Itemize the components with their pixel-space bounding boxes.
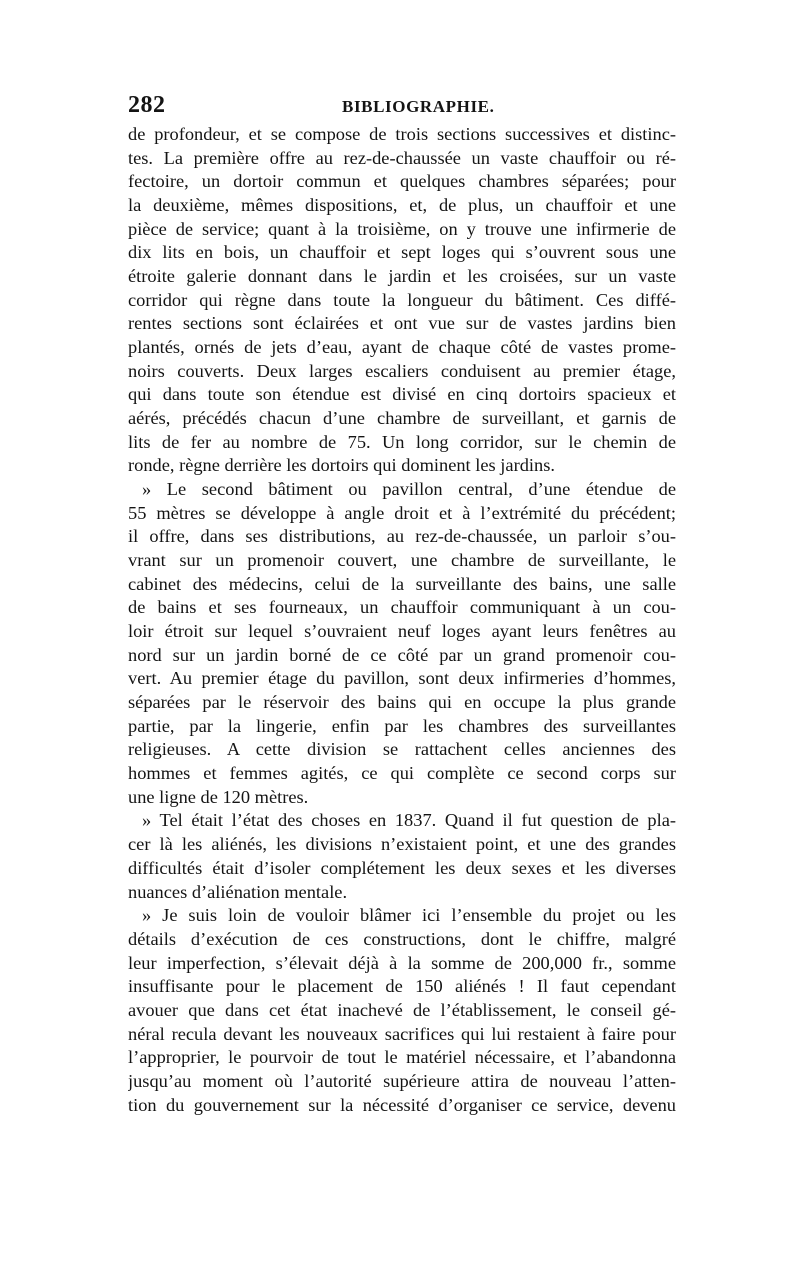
text-line: détails d’exécution de ces constructions, dont le chiffre, malgré bbox=[128, 928, 676, 949]
text-line: néral recula devant les nouveaux sacrifices qui lui restaient à faire pour bbox=[128, 1023, 676, 1044]
running-title: BIBLIOGRAPHIE. bbox=[342, 97, 495, 116]
text-line: religieuses. A cette division se rattachent celles anciennes des bbox=[128, 739, 676, 760]
text-line: jusqu’au moment où l’autorité supérieure attira de nouveau l’atten- bbox=[128, 1070, 676, 1091]
text-line: pièce de service; quant à la troisième, on y trouve une infirmerie de bbox=[128, 218, 676, 239]
text-line: avouer que dans cet état inachevé de l’établissement, le conseil gé- bbox=[128, 999, 676, 1020]
paragraph-start-line: » Je suis loin de vouloir blâmer ici l’ensemble du projet ou les bbox=[142, 905, 676, 926]
text-line: étroite galerie donnant dans le jardin et les croisées, sur un vaste bbox=[128, 266, 676, 287]
paragraph-start-line: » Tel était l’état des choses en 1837. Quand il fut question de pla- bbox=[142, 810, 676, 831]
text-line: il offre, dans ses distributions, au rez-de-chaussée, un parloir s’ou- bbox=[128, 526, 676, 547]
text-line: cer là les aliénés, les divisions n’existaient point, et une des grandes bbox=[128, 834, 676, 855]
text-line: partie, par la lingerie, enfin par les chambres des surveillantes bbox=[128, 715, 676, 736]
page-number: 282 bbox=[128, 92, 166, 118]
text-line: séparées par le réservoir des bains qui en occupe la plus grande bbox=[128, 692, 676, 713]
page-header bbox=[128, 92, 676, 122]
text-line: tion du gouvernement sur la nécessité d’organiser ce service, devenu bbox=[128, 1094, 676, 1115]
text-line: 55 mètres se développe à angle droit et à l’extrémité du précédent; bbox=[128, 502, 676, 523]
text-line: de profondeur, et se compose de trois sections successives et distinc- bbox=[128, 124, 676, 144]
text-line: aérés, précédés chacun d’une chambre de surveillant, et garnis de bbox=[128, 408, 676, 429]
text-line: insuffisante pour le placement de 150 aliénés ! Il faut cependant bbox=[128, 976, 676, 997]
text-line: nuances d’aliénation mentale. bbox=[128, 881, 348, 902]
text-line: tes. La première offre au rez-de-chaussée un vaste chauffoir ou ré- bbox=[128, 147, 676, 168]
text-line: vrant sur un promenoir couvert, une chambre de surveillante, le bbox=[128, 550, 676, 571]
text-line: qui dans toute son étendue est divisé en cinq dortoirs spacieux et bbox=[128, 384, 676, 405]
text-line: rentes sections sont éclairées et ont vue sur de vastes jardins bien bbox=[128, 313, 676, 334]
text-line: cabinet des médecins, celui de la surveillante des bains, une salle bbox=[128, 573, 676, 594]
text-line: fectoire, un dortoir commun et quelques chambres séparées; pour bbox=[128, 171, 676, 192]
text-line: dix lits en bois, un chauffoir et sept loges qui s’ouvrent sous une bbox=[128, 242, 676, 263]
text-line: nord sur un jardin borné de ce côté par un grand promenoir cou- bbox=[128, 644, 676, 665]
paragraph-start-line: » Le second bâtiment ou pavillon central, d’une étendue de bbox=[142, 479, 676, 500]
text-line: ronde, règne derrière les dortoirs qui dominent les jardins. bbox=[128, 455, 555, 476]
text-line: de bains et ses fourneaux, un chauffoir communiquant à un cou- bbox=[128, 597, 676, 618]
text-line: noirs couverts. Deux larges escaliers conduisent au premier étage, bbox=[128, 360, 676, 381]
text-line: loir étroit sur lequel s’ouvraient neuf loges ayant leurs fenêtres au bbox=[128, 621, 676, 642]
body-text bbox=[128, 123, 676, 1117]
text-line: vert. Au premier étage du pavillon, sont deux infirmeries d’hommes, bbox=[128, 668, 676, 689]
text-line: difficultés était d’isoler complétement les deux sexes et les diverses bbox=[128, 857, 676, 878]
text-line: une ligne de 120 mètres. bbox=[128, 786, 309, 807]
text-line: l’approprier, le pourvoir de tout le matériel nécessaire, et l’abandonna bbox=[128, 1047, 676, 1068]
text-line: lits de fer au nombre de 75. Un long corridor, sur le chemin de bbox=[128, 431, 676, 452]
text-line: hommes et femmes agités, ce qui complète ce second corps sur bbox=[128, 763, 676, 784]
text-line: leur imperfection, s’élevait déjà à la somme de 200,000 fr., somme bbox=[128, 952, 676, 973]
text-line: plantés, ornés de jets d’eau, ayant de chaque côté de vastes prome- bbox=[128, 337, 676, 358]
text-line: corridor qui règne dans toute la longueur du bâtiment. Ces diffé- bbox=[128, 289, 676, 310]
text-line: la deuxième, mêmes dispositions, et, de plus, un chauffoir et une bbox=[128, 195, 676, 216]
